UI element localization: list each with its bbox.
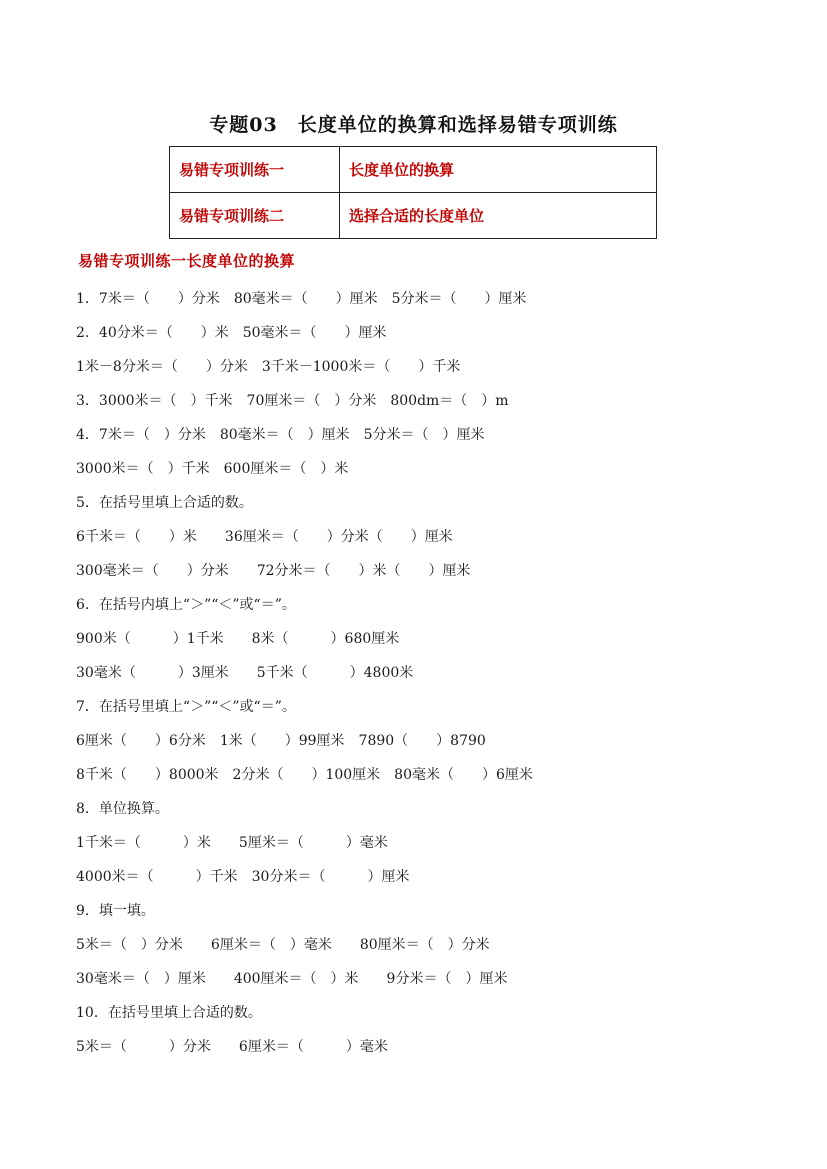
question-line: 900米（ ）1千米 8米（ ）680厘米	[76, 631, 400, 647]
question-line: 8．单位换算。	[76, 801, 169, 817]
question-line: 9．填一填。	[76, 903, 155, 919]
question-line: 10．在括号里填上合适的数。	[76, 1005, 262, 1021]
question-line: 1．7米＝（ ）分米 80毫米＝（ ）厘米 5分米＝（ ）厘米	[76, 291, 527, 307]
question-line: 5．在括号里填上合适的数。	[76, 495, 253, 511]
question-line: 4000米＝（ ）千米 30分米＝（ ）厘米	[76, 869, 410, 885]
table-row	[170, 193, 657, 239]
question-line: 5米＝（ ）分米 6厘米＝（ ）毫米	[76, 1039, 388, 1055]
question-line: 6千米＝（ ）米 36厘米＝（ ）分米（ ）厘米	[76, 529, 453, 545]
toc-label-1: 易错专项训练一	[170, 147, 340, 193]
page-title: 专题03 长度单位的换算和选择易错专项训练	[209, 114, 618, 136]
question-line: 7．在括号里填上“＞”“＜”或“＝”。	[76, 699, 296, 715]
question-line: 5米＝（ ）分米 6厘米＝（ ）毫米 80厘米＝（ ）分米	[76, 937, 490, 953]
question-line: 8千米（ ）8000米 2分米（ ）100厘米 80毫米（ ）6厘米	[76, 767, 533, 783]
question-line: 3．3000米＝（ ）千米 70厘米＝（ ）分米 800dm＝（ ）m	[76, 393, 509, 409]
question-line: 6厘米（ ）6分米 1米（ ）99厘米 7890（ ）8790	[76, 733, 486, 749]
contents-table	[169, 146, 657, 239]
question-line: 30毫米（ ）3厘米 5千米（ ）4800米	[76, 665, 414, 681]
table-row	[170, 147, 657, 193]
question-line: 4．7米＝（ ）分米 80毫米＝（ ）厘米 5分米＝（ ）厘米	[76, 427, 485, 443]
question-line: 30毫米＝（ ）厘米 400厘米＝（ ）米 9分米＝（ ）厘米	[76, 971, 508, 987]
toc-label-2: 易错专项训练二	[170, 193, 340, 239]
toc-topic-1: 长度单位的换算	[340, 147, 657, 193]
question-list	[76, 289, 776, 1071]
question-line: 3000米＝（ ）千米 600厘米＝（ ）米	[76, 461, 349, 477]
question-line: 300毫米＝（ ）分米 72分米＝（ ）米（ ）厘米	[76, 563, 471, 579]
toc-topic-2: 选择合适的长度单位	[340, 193, 657, 239]
question-line: 6．在括号内填上“＞”“＜”或“＝”。	[76, 597, 296, 613]
section-heading: 易错专项训练一长度单位的换算	[78, 252, 296, 270]
question-line: 1米－8分米＝（ ）分米 3千米－1000米＝（ ）千米	[76, 359, 461, 375]
question-line: 2．40分米＝（ ）米 50毫米＝（ ）厘米	[76, 325, 387, 341]
question-line: 1千米＝（ ）米 5厘米＝（ ）毫米	[76, 835, 388, 851]
